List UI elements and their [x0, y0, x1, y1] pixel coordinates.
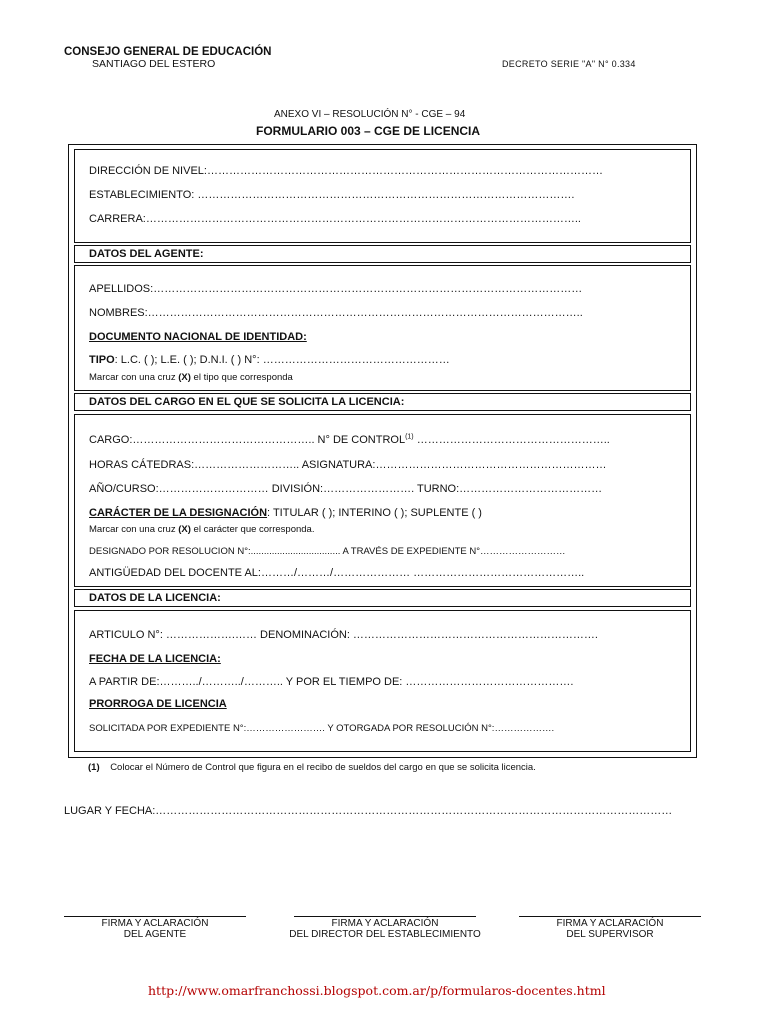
- signature-director: [270, 918, 500, 940]
- carrera-field[interactable]: CARRERA:………………………………………………………………………………………………………..: [89, 213, 581, 225]
- signature-agente-line2: DEL AGENTE: [123, 929, 187, 940]
- cargo-heading: DATOS DEL CARGO EN EL QUE SE SOLICITA LA LICENCIA:: [89, 396, 405, 408]
- licencia-heading: DATOS DE LA LICENCIA:: [89, 592, 221, 604]
- antiguedad-field[interactable]: ANTIGÜEDAD DEL DOCENTE AL:………/………/………………… ………………………………………..: [89, 567, 585, 579]
- tipo-field[interactable]: [89, 354, 450, 366]
- establecimiento-field[interactable]: ESTABLECIMIENTO: ………………………………………………………………………………………….: [89, 189, 575, 201]
- solicitada-field[interactable]: SOLICITADA POR EXPEDIENTE N°:……………………. Y OTORGADA POR RESOLUCIÓN N°:……………….: [89, 723, 555, 734]
- caracter-field[interactable]: [89, 507, 482, 519]
- signature-supervisor-line2: DEL SUPERVISOR: [566, 929, 654, 940]
- signature-agente: [54, 918, 256, 940]
- cargo-field[interactable]: [89, 434, 610, 446]
- caracter-note-text-a: Marcar con una cruz: [89, 524, 179, 535]
- tipo-options[interactable]: : L.C. ( ); L.E. ( ); D.N.I. ( ) N°: ……………………………………………: [114, 354, 450, 366]
- signature-agente-line1: FIRMA Y ACLARACIÓN: [101, 918, 209, 929]
- footnote: [88, 762, 536, 773]
- horas-field[interactable]: HORAS CÁTEDRAS:……………………….. ASIGNATURA:………………………………………………………: [89, 459, 607, 471]
- caracter-note-x: (X): [178, 524, 191, 535]
- tipo-note: [89, 372, 293, 383]
- caracter-note-text-b: el carácter que corresponda.: [190, 524, 315, 535]
- annex-line: ANEXO VI – RESOLUCIÓN N° - CGE – 94: [274, 109, 466, 120]
- org-name: CONSEJO GENERAL DE EDUCACIÓN: [64, 46, 272, 58]
- a-partir-field[interactable]: A PARTIR DE:………../………../……….. Y POR EL TIEMPO DE: ……………………………………….: [89, 676, 574, 688]
- cargo-text-b[interactable]: ……………………………………………..: [413, 434, 610, 446]
- cargo-text-a[interactable]: CARGO:………………………………………….. N° DE CONTROL: [89, 434, 406, 446]
- lugar-fecha-field[interactable]: LUGAR Y FECHA:……………………………………………………………………………………………………………………………: [64, 805, 673, 817]
- signature-director-line2: DEL DIRECTOR DEL ESTABLECIMIENTO: [289, 929, 481, 940]
- signature-supervisor-line1: FIRMA Y ACLARACIÓN: [556, 918, 664, 929]
- agente-heading: DATOS DEL AGENTE:: [89, 248, 204, 260]
- tipo-label: TIPO: [89, 354, 115, 366]
- articulo-field[interactable]: ARTICULO N°: ……………….…… DENOMINACIÓN: ………………………………………………………….: [89, 629, 598, 641]
- prorroga-heading: PRORROGA DE LICENCIA: [89, 698, 227, 710]
- footnote-text: Colocar el Número de Control que figura en el recibo de sueldos del cargo en que se solicita licencia.: [110, 762, 536, 773]
- caracter-note: [89, 524, 314, 535]
- footnote-mark: (1): [88, 762, 100, 773]
- decree-number: DECRETO SERIE "A" N° 0.334: [502, 59, 636, 69]
- tipo-note-text-a: Marcar con una cruz: [89, 372, 179, 383]
- caracter-label: CARÁCTER DE LA DESIGNACIÓN: [89, 507, 268, 519]
- designado-field[interactable]: DESIGNADO POR RESOLUCION N°:.................................. A TRAVÉS DE EXPEDIENTE N°………………………: [89, 546, 566, 557]
- signature-line-supervisor: [519, 916, 701, 917]
- apellidos-field[interactable]: APELLIDOS:………………………………………………………………………………………………………: [89, 283, 583, 295]
- signature-supervisor: [510, 918, 710, 940]
- signature-line-director: [294, 916, 476, 917]
- form-title: FORMULARIO 003 – CGE DE LICENCIA: [256, 124, 481, 138]
- direccion-field[interactable]: DIRECCIÓN DE NIVEL:………………………………………………………………………………………………: [89, 165, 603, 177]
- signature-director-line1: FIRMA Y ACLARACIÓN: [331, 918, 439, 929]
- source-url: http://www.omarfranchossi.blogspot.com.ar/p/formularos-docentes.html: [148, 983, 606, 998]
- nombres-field[interactable]: NOMBRES:………………………………………………………………………………………………………..: [89, 307, 583, 319]
- place-name: SANTIAGO DEL ESTERO: [92, 58, 216, 70]
- caracter-options[interactable]: : TITULAR ( ); INTERINO ( ); SUPLENTE ( ): [267, 507, 482, 519]
- fecha-heading: FECHA DE LA LICENCIA:: [89, 653, 221, 665]
- tipo-note-text-b: el tipo que corresponda: [190, 372, 293, 383]
- footnote-ref: (1): [405, 433, 414, 441]
- signature-line-agente: [64, 916, 246, 917]
- document-heading: DOCUMENTO NACIONAL DE IDENTIDAD:: [89, 331, 307, 343]
- tipo-note-x: (X): [178, 372, 191, 383]
- anio-field[interactable]: AÑO/CURSO:………………………… DIVISIÓN:……………………. TURNO:…………………………………: [89, 483, 603, 495]
